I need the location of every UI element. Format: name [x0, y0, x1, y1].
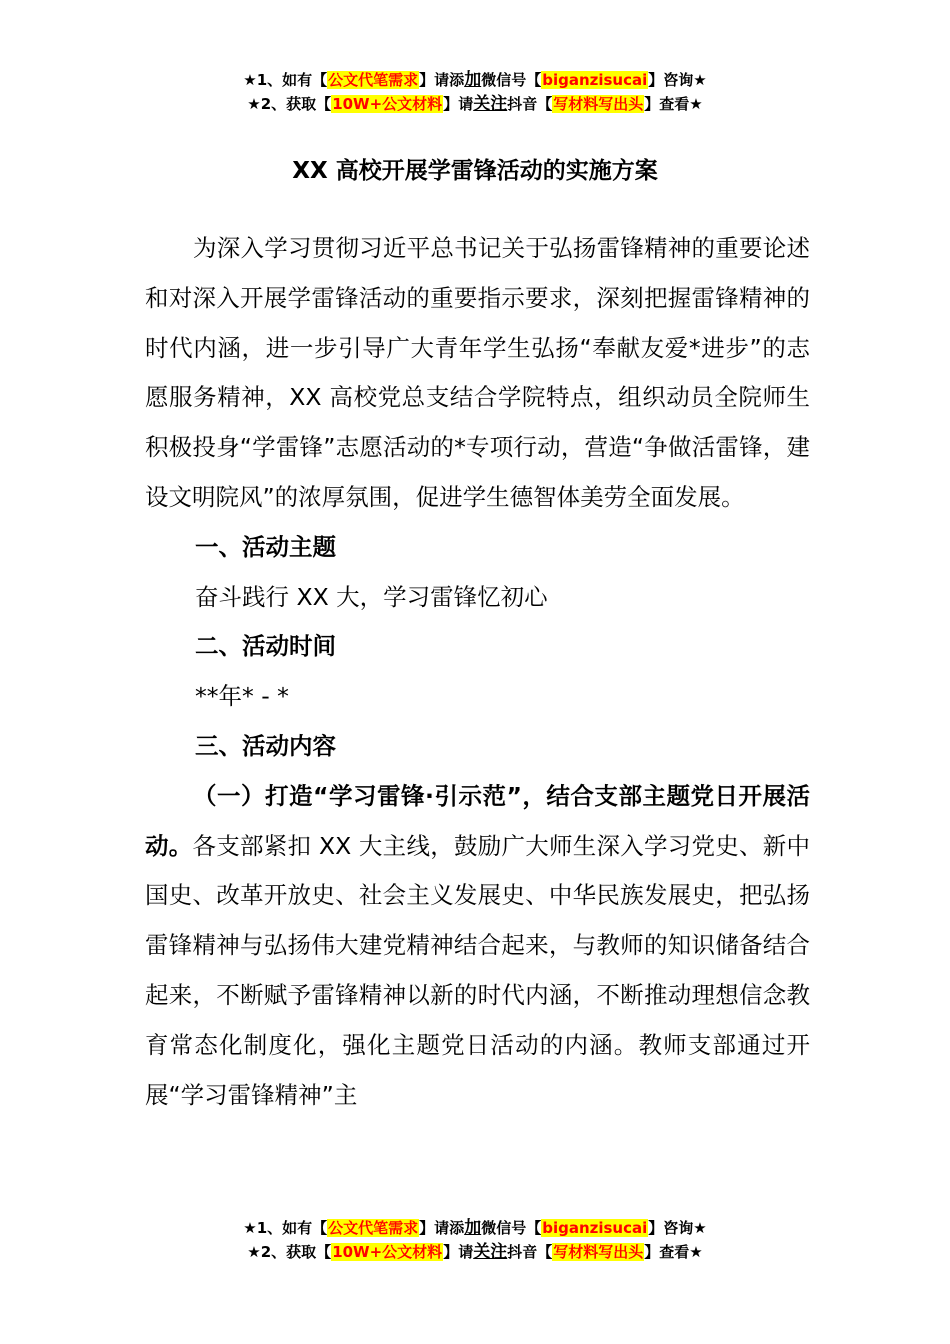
subsection-paragraph-1	[145, 772, 810, 1121]
header-banner	[0, 68, 950, 116]
douyin-account: 写材料写出头	[553, 95, 644, 113]
highlight: 10W+公文材料	[332, 95, 443, 113]
wechat-id: biganzisucai	[542, 71, 648, 89]
section-text-1: 奋斗践行 XX 大，学习雷锋忆初心	[195, 582, 548, 611]
highlight: 公文代笔需求	[328, 1219, 419, 1237]
document-title: XX 高校开展学雷锋活动的实施方案	[292, 158, 658, 184]
subsection-title-1: （一）打造“学习雷锋·引示范”，结合支部主题党日开展活动。	[145, 781, 810, 860]
section-text-2: **年* - *	[195, 682, 289, 711]
footer-banner	[0, 1216, 950, 1264]
section-heading-2: 二、活动时间	[195, 632, 336, 661]
highlight: 10W+公文材料	[332, 1243, 443, 1261]
header-banner-line-2: ★2、获取【10W+公文材料】请关注抖音【写材料写出头】查看★	[247, 94, 703, 114]
footer-banner-line-1: ★1、如有【公文代笔需求】请添加微信号【biganzisucai】咨询★	[243, 1218, 707, 1238]
douyin-account: 写材料写出头	[553, 1243, 644, 1261]
section-heading-3: 三、活动内容	[195, 731, 336, 760]
wechat-id: biganzisucai	[542, 1219, 648, 1237]
footer-banner-line-2: ★2、获取【10W+公文材料】请关注抖音【写材料写出头】查看★	[247, 1242, 703, 1262]
document-body	[145, 224, 810, 1120]
subsection-text-1: 各支部紧扣 XX 大主线，鼓励广大师生深入学习党史、新中国史、改革开放史、社会主义发展史、中华民族发展史，把弘扬雷锋精神与弘扬伟大建党精神结合起来，与教师的知识储备结合起来，不断赋予雷锋精神以新的时代内涵，不断推动理想信念教育常态化制度化，强化主题党日活动的内涵。教师支部通过开展“学习雷锋精神”主	[145, 831, 811, 1109]
intro-paragraph: 为深入学习贯彻习近平总书记关于弘扬雷锋精神的重要论述和对深入开展学雷锋活动的重要指示要求，深刻把握雷锋精神的时代内涵，进一步引导广大青年学生弘扬“奉献友爱*进步”的志愿服务精神，XX 高校党总支结合学院特点，组织动员全院师生积极投身“学雷锋”志愿活动的*专项行动，营造“争做活雷锋，建设文明院风”的浓厚氛围，促进学生德智体美劳全面发展。	[145, 234, 810, 511]
section-heading-1: 一、活动主题	[195, 532, 336, 561]
header-banner-line-1: ★1、如有【公文代笔需求】请添加微信号【biganzisucai】咨询★	[243, 70, 707, 90]
highlight: 公文代笔需求	[328, 71, 419, 89]
